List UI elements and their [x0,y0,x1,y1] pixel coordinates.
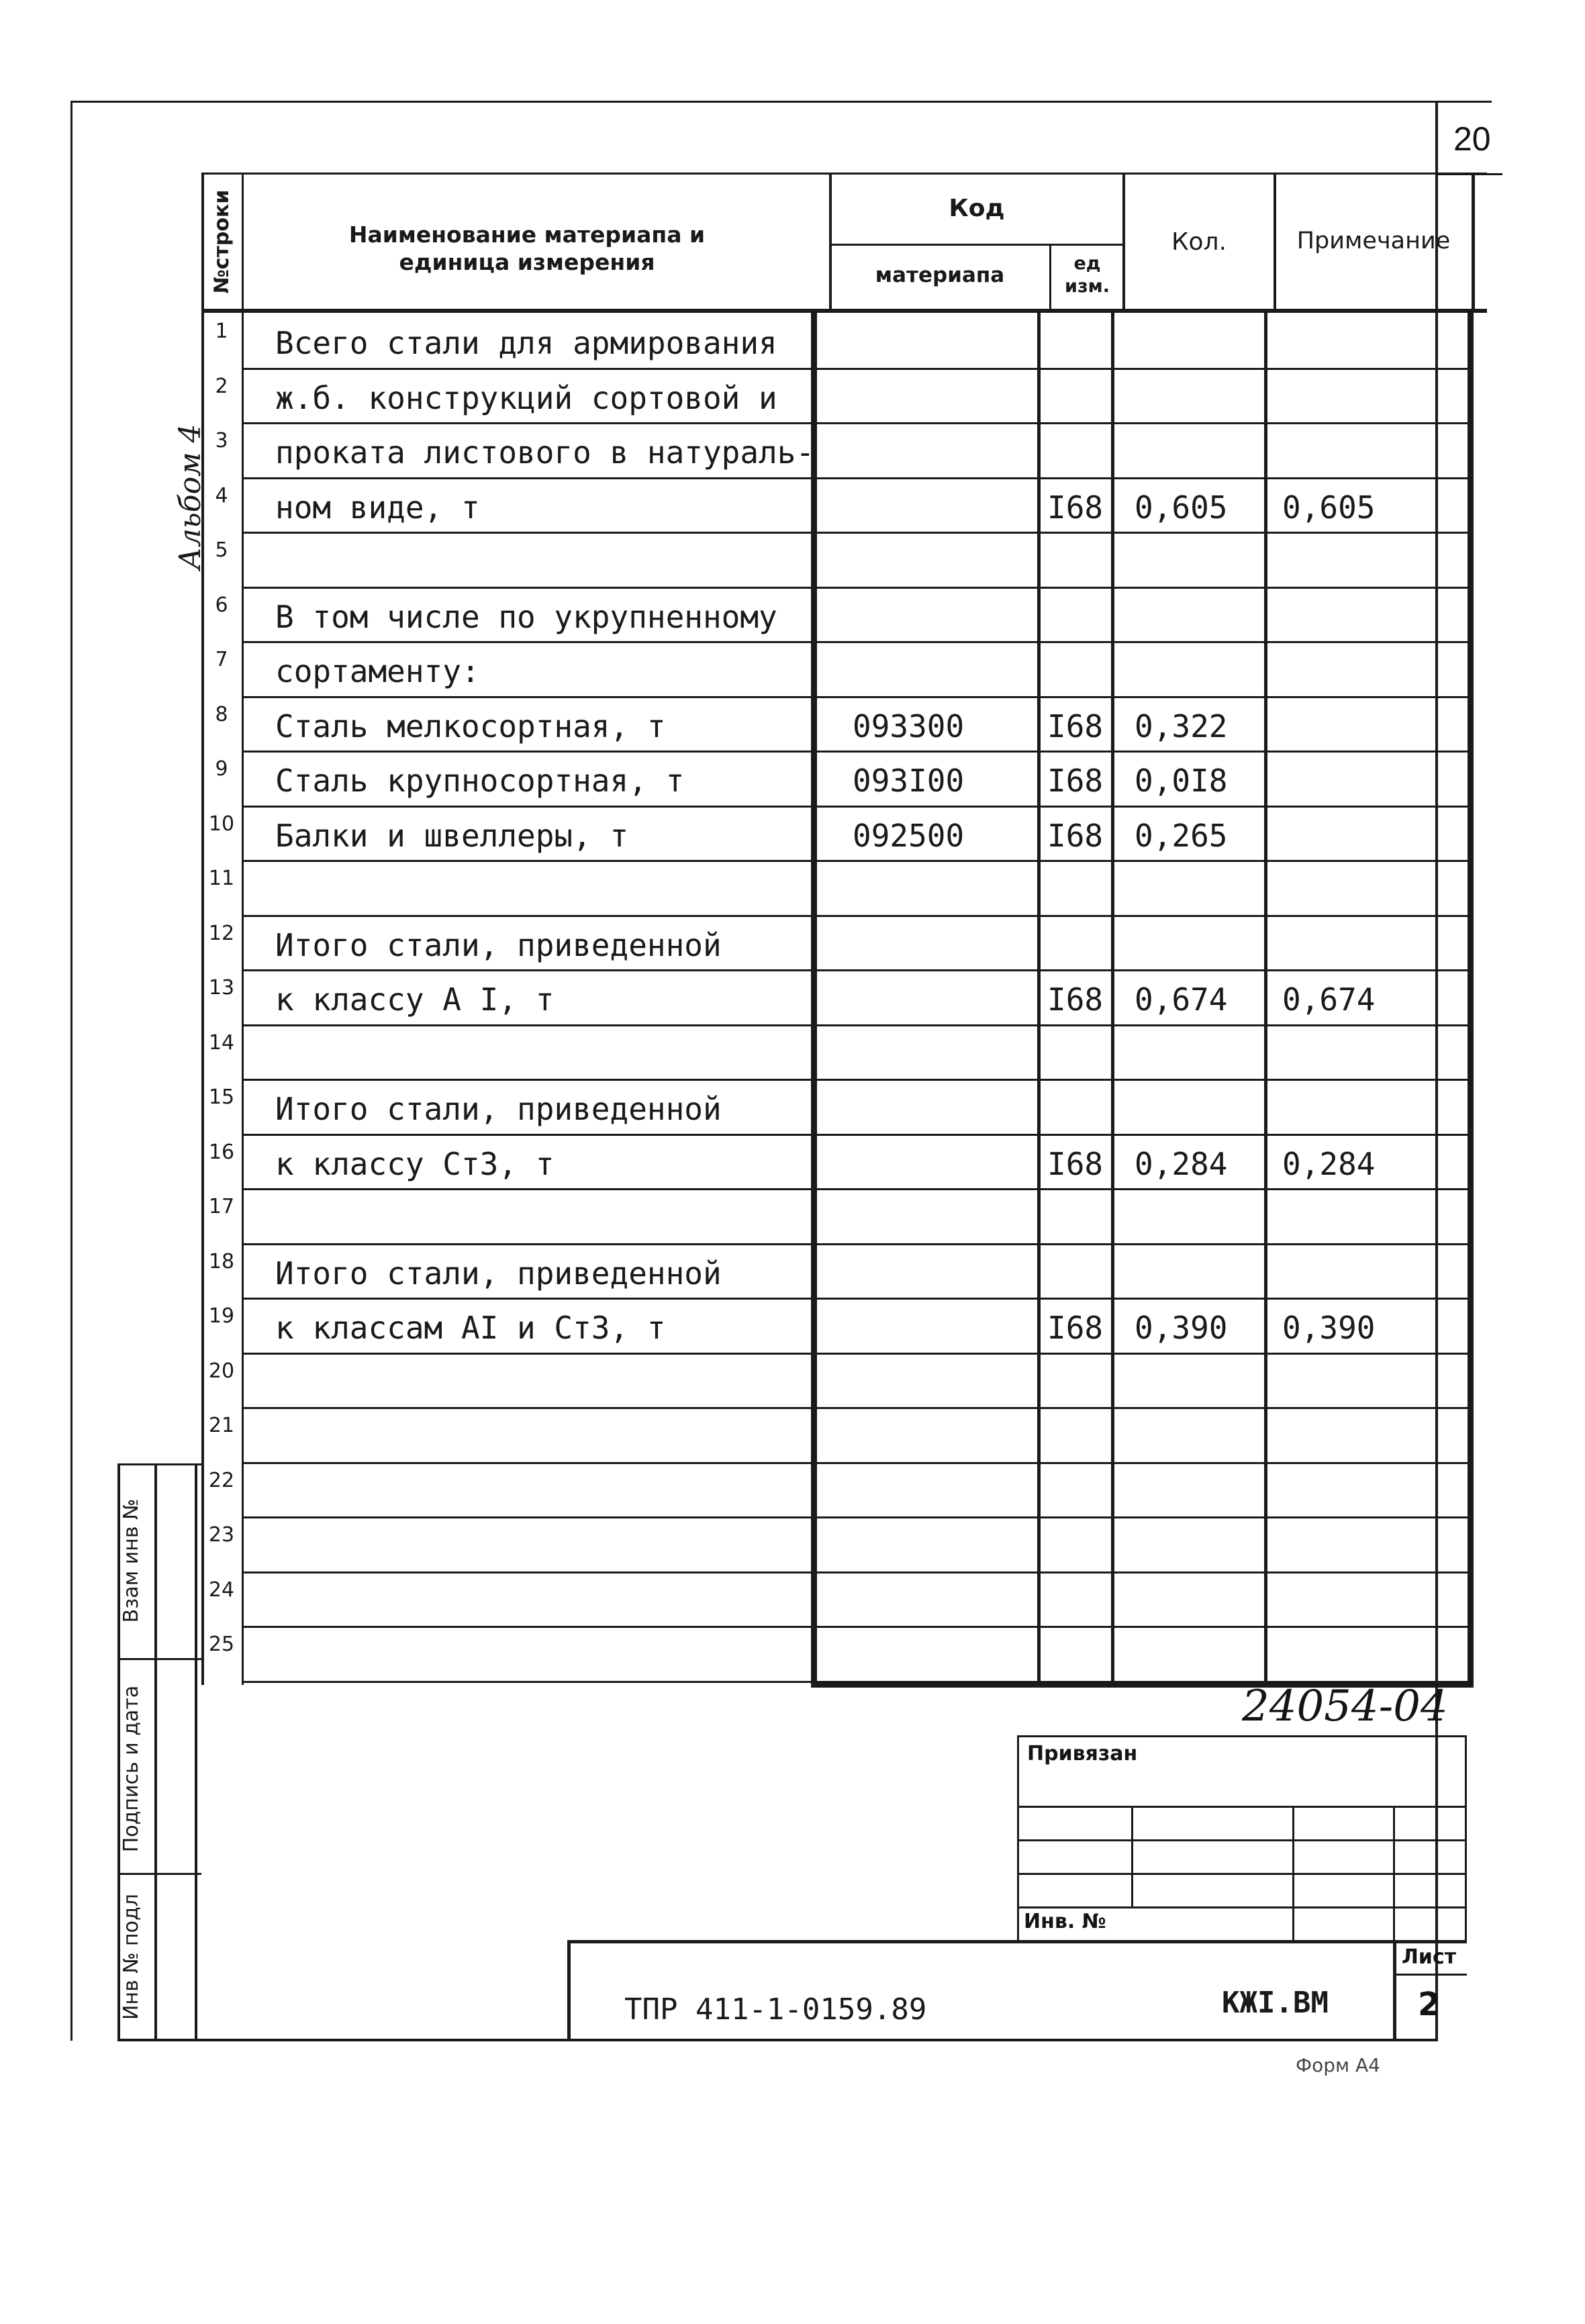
header-row-no: №строки [210,189,234,294]
row-number: 7 [215,648,228,671]
row-number: 25 [208,1633,235,1656]
row-qty-cell: 0,265 [1135,818,1228,854]
frame-top-line [72,101,1492,103]
body-right-line [1468,310,1474,1686]
stamp-col-line-2 [1292,1806,1294,1940]
title-block-left [567,1940,571,2041]
row-number: 16 [208,1141,235,1164]
stamp-row-line-3 [1017,1873,1467,1875]
row-note-cell: 0,390 [1282,1310,1376,1346]
stamp-row-line-4 [1017,1906,1467,1908]
row-number: 18 [208,1250,235,1273]
row-name-cell: к классу А I, т [275,981,555,1018]
row-number: 11 [208,867,235,890]
row-line [242,1188,1470,1190]
row-name-cell: к классу Ст3, т [275,1146,555,1182]
form-label: Форм А4 [1296,2054,1380,2076]
row-note-cell: 0,674 [1282,981,1376,1018]
row-number: 2 [215,375,228,398]
stamp-row-line-1 [1017,1806,1467,1808]
handwritten-number: 24054-04 [1242,1682,1448,1731]
row-code-cell: 093I00 [853,763,965,799]
row-line [242,860,1470,862]
header-code-material: материапа [875,262,1005,287]
header-col-unit-left [1049,244,1051,311]
row-number: 6 [215,593,228,617]
body-col-qty-left [1111,310,1114,1686]
header-bottom-line [201,309,1487,313]
page-number: 20 [1453,120,1491,158]
side-bottom-line [117,2039,1438,2041]
row-qty-cell: 0,674 [1135,981,1228,1018]
row-name-cell: Всего стали для армирования [275,325,777,361]
row-number: 10 [208,812,235,836]
row-name-cell: Сталь крупносортная, т [275,763,685,799]
stamp-col-line-1 [1131,1806,1133,1906]
row-unit-cell: I68 [1047,981,1104,1018]
row-number: 4 [215,484,228,507]
side-label-inv: Инв № подл [119,1894,143,2020]
side-divider-1 [117,1658,201,1660]
sheet-number: 2 [1418,1986,1441,2023]
row-number: 21 [208,1414,235,1437]
row-line [242,696,1470,698]
row-line [242,1407,1470,1409]
row-note-cell: 0,605 [1282,489,1376,526]
row-unit-cell: I68 [1047,763,1104,799]
code-sub-line [829,244,1122,246]
stamp-inv-no: Инв. № [1024,1910,1106,1933]
row-number: 22 [208,1469,235,1492]
body-col-unit-left [1037,310,1041,1686]
row-number: 9 [215,757,228,781]
header-right-line [1472,173,1475,310]
row-line [242,532,1470,534]
row-name-cell: к классам АI и Ст3, т [275,1310,666,1346]
row-line [242,1024,1470,1026]
side-body-left [195,1463,197,2041]
row-number: 13 [208,976,235,1000]
album-label: Альбом 4 [173,424,207,570]
row-line [242,1243,1470,1245]
row-name-cell: проката листового в натураль- [275,434,815,471]
row-number: 5 [215,538,228,562]
doc-code: ТПР 411-1-0159.89 [624,1992,927,2027]
header-col-qty-left [1122,173,1125,310]
row-line [242,1462,1470,1464]
row-code-cell: 092500 [853,818,965,854]
row-number: 15 [208,1085,235,1109]
row-name-cell: Итого стали, приведенной [275,1255,722,1292]
row-number: 23 [208,1523,235,1547]
row-line [242,477,1470,479]
header-code: Код [949,194,1005,222]
stamp-top-line [1017,1735,1467,1737]
row-line [242,368,1470,370]
row-qty-cell: 0,390 [1135,1310,1228,1346]
row-line [242,806,1470,808]
sheet-label-line [1393,1974,1467,1976]
title-block-top [567,1940,1467,1943]
row-qty-cell: 0,605 [1135,489,1228,526]
row-number: 24 [208,1578,235,1602]
row-number: 3 [215,429,228,452]
frame-left-line [70,101,73,2041]
header-col-code-left [829,173,832,310]
side-divider-2 [117,1873,201,1875]
side-label-podpis: Подпись и дата [119,1685,143,1853]
header-note: Примечание [1296,228,1451,255]
row-line [242,1353,1470,1355]
header-name: Наименование материапа и единица измерения [348,221,706,275]
row-line [242,1626,1470,1628]
header-qty: Кол. [1171,228,1227,256]
row-qty-cell: 0,322 [1135,708,1228,744]
side-strip-mid [154,1463,157,2041]
body-col-note-left [1264,310,1267,1686]
header-code-unit: ед изм. [1065,253,1110,297]
rownum-right-line [242,173,244,1685]
stamp-col-line-3 [1393,1806,1395,1940]
row-name-cell: Итого стали, приведенной [275,927,722,963]
row-number: 17 [208,1195,235,1218]
row-unit-cell: I68 [1047,708,1104,744]
row-line [242,422,1470,424]
row-number: 14 [208,1031,235,1055]
row-line [242,751,1470,753]
row-unit-cell: I68 [1047,489,1104,526]
row-name-cell: ж.б. конструкций сортовой и [275,380,777,416]
row-line [242,1298,1470,1300]
row-note-cell: 0,284 [1282,1146,1376,1182]
row-name-cell: Балки и швеллеры, т [275,818,629,854]
sheet-label: Лист [1402,1945,1457,1969]
row-name-cell: В том числе по укрупненному [275,599,777,635]
row-unit-cell: I68 [1047,1146,1104,1182]
row-unit-cell: I68 [1047,1310,1104,1346]
row-line [242,969,1470,971]
row-line [242,1516,1470,1518]
header-top-line [201,173,1487,175]
row-code-cell: 093300 [853,708,965,744]
body-col-code-left [811,310,817,1686]
frame-right-line [1435,101,1438,2041]
row-line [242,641,1470,643]
row-line [242,1079,1470,1081]
stamp-privyazan: Привязан [1027,1742,1138,1765]
row-qty-cell: 0,284 [1135,1146,1228,1182]
stamp-row-line-2 [1017,1839,1467,1841]
row-qty-cell: 0,0I8 [1135,763,1228,799]
row-name-cell: ном виде, т [275,489,480,526]
row-number: 20 [208,1359,235,1383]
row-name-cell: Итого стали, приведенной [275,1091,722,1127]
row-number: 12 [208,922,235,945]
row-line [242,1571,1470,1573]
row-number: 19 [208,1304,235,1328]
row-line [242,1134,1470,1136]
row-number: 1 [215,320,228,343]
row-line [242,915,1470,917]
sheet-col-left [1393,1940,1396,2041]
row-name-cell: Сталь мелкосортная, т [275,708,666,744]
side-label-vzam: Взам инв № [119,1498,143,1623]
row-line [242,587,1470,589]
row-number: 8 [215,703,228,726]
row-unit-cell: I68 [1047,818,1104,854]
row-name-cell: сортаменту: [275,653,480,689]
doc-mark: КЖI.ВМ [1222,1986,1329,2020]
side-strip-top [117,1463,201,1465]
